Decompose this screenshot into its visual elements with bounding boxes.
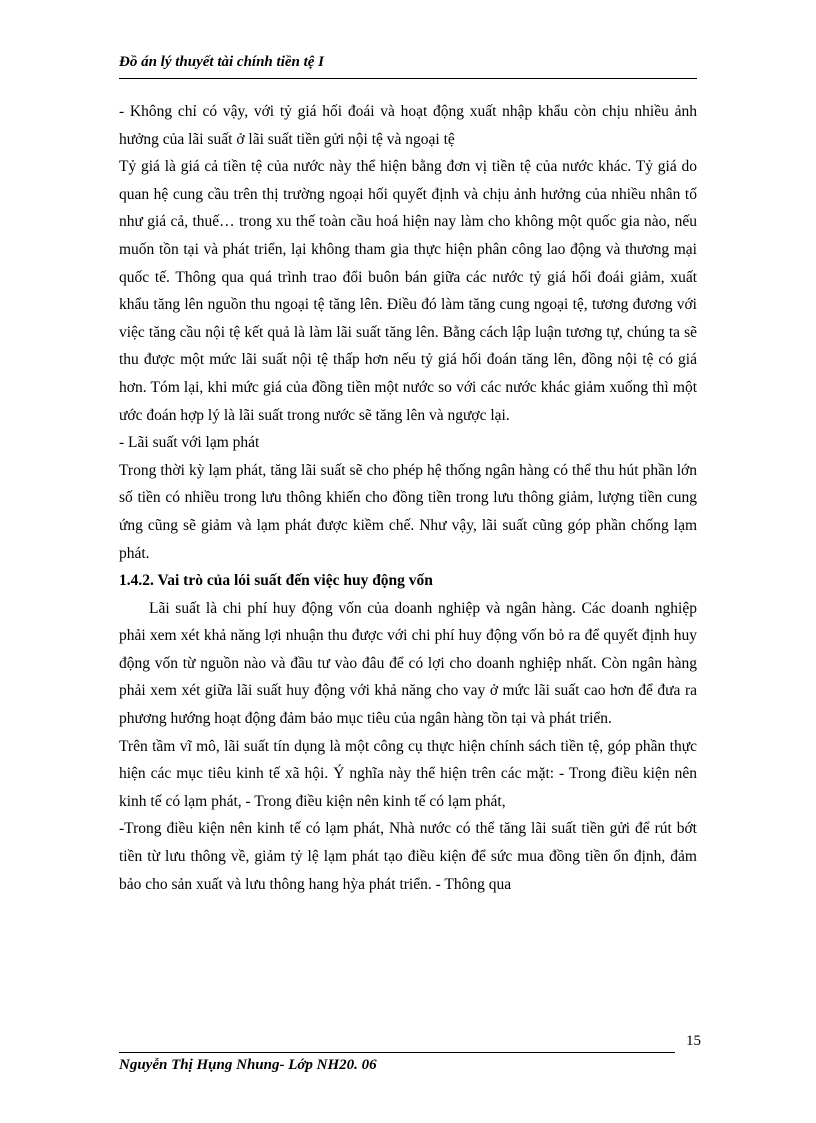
footer-author: Nguyễn Thị Hụng Nhung- Lớp NH20. 06 [119, 1057, 377, 1073]
paragraph-inflation-policy: -Trong điều kiện nên kinh tế có lạm phát, Nhà nước có thể tăng lãi suất tiền gửi để rút bớt tiền từ lưu thông về, giảm tỷ lệ lạm phát tạo điều kiện để sức mua đồng tiền ổn định, đảm bảo cho sản xuất và lưu thông hang hỳa phát triển. - Thông qua [119, 820, 697, 893]
paragraph-capital-mobilization: Lãi suất là chi phí huy động vốn của doanh nghiệp và ngân hàng. Các doanh nghiệp phải xem xét khả năng lợi nhuận thu được với chi phí huy động vốn bỏ ra để quyết định huy động vốn từ nguồn nào và đầu tư vào đâu để có lợi cho doanh nghiệp nhất. Còn ngân hàng phải xem xét giữa lãi suất huy động với khả năng cho vay ở mức lãi suất cao hơn để đưa ra phương hướng hoạt động đảm bảo mục tiêu của ngân hàng tồn tại và phát triển. [119, 599, 697, 728]
page-number: 15 [686, 1033, 701, 1049]
paragraph-inflation-subheading: - Lãi suất với lạm phát [119, 434, 260, 452]
paragraph-exchange-rate: Tỷ giá là giá cả tiền tệ của nước này thể hiện bằng đơn vị tiền tệ của nước khác. Tỷ giá do quan hệ cung cầu trên thị trường ngoại hối quyết định và chịu ảnh hưởng của nhiều nhân tố như giá cả, thuế… trong xu thế toàn cầu hoá hiện nay làm cho không một quốc gia nào, nếu muốn tồn tại và phát triển, lại không tham gia thực hiện phân công lao động và thương mại quốc tế. Thông qua quá trình trao đổi buôn bán giữa các nước tỷ giá hối đoái giảm, xuất khẩu tăng lên nguồn thu ngoại tệ tăng lên. Điều đó làm tăng cung ngoại tệ, tương đương với việc tăng cầu nội tệ kết quả là làm lãi suất tăng lên. Bằng cách lập luận tương tự, chúng ta sẽ thu được một mức lãi suất nội tệ thấp hơn nếu tỷ giá hối đoán tăng lên, đồng nội tệ có giá hơn. Tóm lại, khi mức giá của đồng tiền một nước so với các nước khác giảm xuống thì một ước đoán hợp lý là lãi suất trong nước sẽ tăng lên và ngược lại. [119, 158, 697, 424]
footer-divider [119, 1052, 675, 1053]
paragraph-macro-level: Trên tầm vĩ mô, lãi suất tín dụng là một công cụ thực hiện chính sách tiền tệ, góp phần thực hiện các mục tiêu kinh tế xã hội. Ý nghĩa này thể hiện trên các mặt: - Trong điều kiện nên kinh tế có lạm phát, - Trong điều kiện nên kinh tế có lạm phát, [119, 737, 697, 810]
header-title: Đồ án lý thuyết tài chính tiền tệ I [119, 54, 325, 70]
paragraph-exchange-rate-intro: - Không chỉ có vậy, với tỷ giá hối đoái và hoạt động xuất nhập khẩu còn chịu nhiều ảnh hưởng của lãi suất ở lãi suất tiền gửi nội tệ và ngoại tệ [119, 103, 697, 148]
paragraph-inflation: Trong thời kỳ lạm phát, tăng lãi suất sẽ cho phép hệ thống ngân hàng có thể thu hút phần lớn số tiền có nhiều trong lưu thông khiến cho đồng tiền trong lưu thông giảm, lượng tiền cung ứng cũng sẽ giảm và lạm phát được kiềm chế. Như vậy, lãi suất cũng góp phần chống lạm phát. [119, 461, 697, 562]
page-content [119, 98, 697, 898]
section-heading: 1.4.2. Vai trò của lói suất đến việc huy động vốn [119, 572, 433, 590]
page-header [119, 50, 697, 79]
